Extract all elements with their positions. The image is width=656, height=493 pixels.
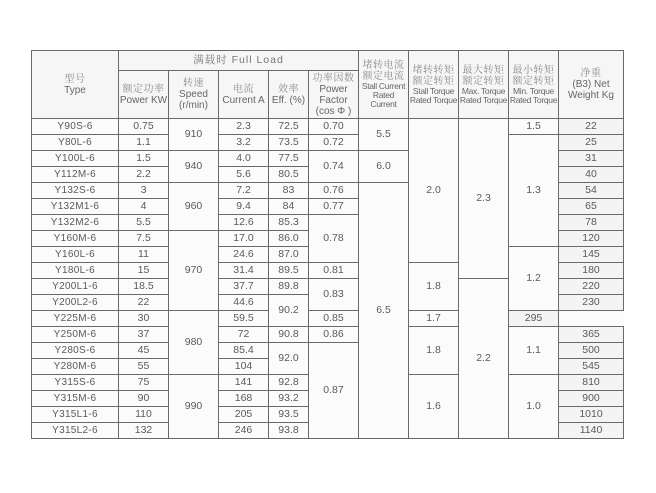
cell-type: Y180L-6 — [32, 263, 119, 279]
cell-current: 5.6 — [219, 167, 269, 183]
cell-current: 141 — [219, 375, 269, 391]
cell-type: Y160M-6 — [32, 231, 119, 247]
cell-stall-torque: 1.8 — [409, 327, 459, 375]
cell-current: 37.7 — [219, 279, 269, 295]
header-power: 额定功率 Power KW — [119, 71, 169, 119]
cell-pf: 0.83 — [309, 279, 359, 311]
cell-power: 15 — [119, 263, 169, 279]
cell-min-torque: 1.1 — [509, 327, 559, 375]
cell-weight: 180 — [559, 263, 624, 279]
cell-power: 5.5 — [119, 215, 169, 231]
cell-min-torque: 1.3 — [509, 135, 559, 247]
cell-power: 55 — [119, 359, 169, 375]
cell-pf: 0.76 — [309, 183, 359, 199]
cell-current: 72 — [219, 327, 269, 343]
cell-weight: 120 — [559, 231, 624, 247]
cell-power: 2.2 — [119, 167, 169, 183]
cell-weight: 545 — [559, 359, 624, 375]
cell-pf: 0.74 — [309, 151, 359, 183]
header-type: 型号 Type — [32, 51, 119, 119]
cell-eff: 89.5 — [269, 263, 309, 279]
cell-type: Y132M2-6 — [32, 215, 119, 231]
cell-weight: 1140 — [559, 423, 624, 439]
header-power-factor: 功率因数 Power Factor (cos Φ ) — [309, 71, 359, 119]
cell-current: 44.6 — [219, 295, 269, 311]
cell-pf: 0.72 — [309, 135, 359, 151]
motor-spec-sheet — [31, 50, 624, 439]
cell-pf: 0.70 — [309, 119, 359, 135]
cell-current: 3.2 — [219, 135, 269, 151]
cell-pf: 0.77 — [309, 199, 359, 215]
cell-eff: 92.0 — [269, 343, 309, 375]
cell-current: 24.6 — [219, 247, 269, 263]
cell-min-torque: 1.0 — [509, 375, 559, 439]
cell-power: 7.5 — [119, 231, 169, 247]
table-row — [32, 327, 624, 343]
cell-weight: 22 — [559, 119, 624, 135]
cell-eff: 84 — [269, 199, 309, 215]
cell-current: 85.4 — [219, 343, 269, 359]
cell-weight: 1010 — [559, 407, 624, 423]
cell-current: 12.6 — [219, 215, 269, 231]
cell-current: 104 — [219, 359, 269, 375]
cell-type: Y100L-6 — [32, 151, 119, 167]
cell-weight: 295 — [509, 311, 559, 327]
cell-max-torque: 2.2 — [459, 279, 509, 439]
cell-eff: 73.5 — [269, 135, 309, 151]
cell-type: Y90S-6 — [32, 119, 119, 135]
cell-type: Y112M-6 — [32, 167, 119, 183]
cell-speed: 990 — [169, 375, 219, 439]
cell-power: 0.75 — [119, 119, 169, 135]
cell-type: Y280S-6 — [32, 343, 119, 359]
cell-pf: 0.85 — [309, 311, 359, 327]
cell-speed: 970 — [169, 231, 219, 311]
cell-eff: 83 — [269, 183, 309, 199]
cell-eff: 85.3 — [269, 215, 309, 231]
cell-eff: 90.8 — [269, 327, 309, 343]
cell-weight: 65 — [559, 199, 624, 215]
cell-type: Y315S-6 — [32, 375, 119, 391]
cell-power: 11 — [119, 247, 169, 263]
cell-weight: 500 — [559, 343, 624, 359]
cell-current: 205 — [219, 407, 269, 423]
cell-current: 246 — [219, 423, 269, 439]
cell-power: 132 — [119, 423, 169, 439]
cell-power: 30 — [119, 311, 169, 327]
cell-current: 168 — [219, 391, 269, 407]
cell-type: Y132S-6 — [32, 183, 119, 199]
cell-stall-current: 6.0 — [359, 151, 409, 183]
cell-type: Y225M-6 — [32, 311, 119, 327]
cell-eff: 89.8 — [269, 279, 309, 295]
cell-eff: 87.0 — [269, 247, 309, 263]
cell-current: 59.5 — [219, 311, 269, 327]
header-max-torque: 最大转矩 额定转矩 Max. Torque Rated Torque — [459, 51, 509, 119]
cell-stall-torque: 1.7 — [409, 311, 459, 327]
cell-stall-torque: 1.6 — [409, 375, 459, 439]
cell-power: 45 — [119, 343, 169, 359]
cell-min-torque: 1.2 — [509, 247, 559, 311]
cell-eff: 93.5 — [269, 407, 309, 423]
table-row — [32, 135, 624, 151]
cell-pf: 0.86 — [309, 327, 359, 343]
cell-pf: 0.81 — [309, 263, 359, 279]
cell-current: 7.2 — [219, 183, 269, 199]
cell-weight: 40 — [559, 167, 624, 183]
cell-power: 1.5 — [119, 151, 169, 167]
cell-current: 17.0 — [219, 231, 269, 247]
cell-type: Y250M-6 — [32, 327, 119, 343]
cell-stall-current: 5.5 — [359, 119, 409, 151]
cell-power: 110 — [119, 407, 169, 423]
cell-eff: 93.2 — [269, 391, 309, 407]
cell-type: Y80L-6 — [32, 135, 119, 151]
cell-eff: 90.2 — [269, 295, 309, 327]
cell-weight: 145 — [559, 247, 624, 263]
cell-eff: 93.8 — [269, 423, 309, 439]
cell-weight: 220 — [559, 279, 624, 295]
cell-eff: 80.5 — [269, 167, 309, 183]
cell-power: 18.5 — [119, 279, 169, 295]
cell-current: 4.0 — [219, 151, 269, 167]
cell-weight: 78 — [559, 215, 624, 231]
header-net-weight: 净重 (B3) Net Weight Kg — [559, 51, 624, 119]
cell-type: Y315L1-6 — [32, 407, 119, 423]
cell-max-torque: 2.3 — [459, 119, 509, 279]
cell-eff: 77.5 — [269, 151, 309, 167]
table-row — [32, 311, 624, 327]
cell-stall-torque: 2.0 — [409, 119, 459, 263]
cell-weight: 900 — [559, 391, 624, 407]
cell-stall-current: 6.5 — [359, 183, 409, 439]
cell-current: 2.3 — [219, 119, 269, 135]
cell-pf: 0.78 — [309, 215, 359, 263]
cell-power: 22 — [119, 295, 169, 311]
cell-speed: 980 — [169, 311, 219, 375]
cell-eff: 72.5 — [269, 119, 309, 135]
cell-type: Y315M-6 — [32, 391, 119, 407]
header-stall-torque: 堵转转矩 额定转矩 Stall Torque Rated Torque — [409, 51, 459, 119]
cell-type: Y280M-6 — [32, 359, 119, 375]
cell-min-torque: 1.5 — [509, 119, 559, 135]
cell-type: Y315L2-6 — [32, 423, 119, 439]
cell-type: Y132M1-6 — [32, 199, 119, 215]
cell-type: Y160L-6 — [32, 247, 119, 263]
cell-weight: 230 — [559, 295, 624, 311]
cell-weight: 25 — [559, 135, 624, 151]
cell-power: 4 — [119, 199, 169, 215]
cell-eff: 92.8 — [269, 375, 309, 391]
cell-power: 75 — [119, 375, 169, 391]
cell-weight: 54 — [559, 183, 624, 199]
cell-power: 90 — [119, 391, 169, 407]
cell-weight: 810 — [559, 375, 624, 391]
motor-spec-table — [31, 50, 624, 439]
header-efficiency: 效率 Eff. (%) — [269, 71, 309, 119]
cell-stall-torque: 1.8 — [409, 263, 459, 311]
cell-power: 3 — [119, 183, 169, 199]
cell-speed: 910 — [169, 119, 219, 151]
cell-type: Y200L2-6 — [32, 295, 119, 311]
cell-weight: 365 — [559, 327, 624, 343]
header-full-load: 满载时 Full Load — [119, 51, 359, 71]
cell-pf: 0.87 — [309, 343, 359, 439]
cell-power: 1.1 — [119, 135, 169, 151]
header-speed: 转速 Speed (r/min) — [169, 71, 219, 119]
cell-eff: 86.0 — [269, 231, 309, 247]
cell-speed: 940 — [169, 151, 219, 183]
cell-type: Y200L1-6 — [32, 279, 119, 295]
table-row — [32, 119, 624, 135]
cell-current: 9.4 — [219, 199, 269, 215]
cell-weight: 31 — [559, 151, 624, 167]
cell-speed: 960 — [169, 183, 219, 231]
cell-power: 37 — [119, 327, 169, 343]
header-current: 电流 Current A — [219, 71, 269, 119]
header-min-torque: 最小转矩 额定转矩 Min. Torque Rated Torque — [509, 51, 559, 119]
cell-current: 31.4 — [219, 263, 269, 279]
header-stall-current: 堵转电流 额定电流 Stall Current Rated Current — [359, 51, 409, 119]
